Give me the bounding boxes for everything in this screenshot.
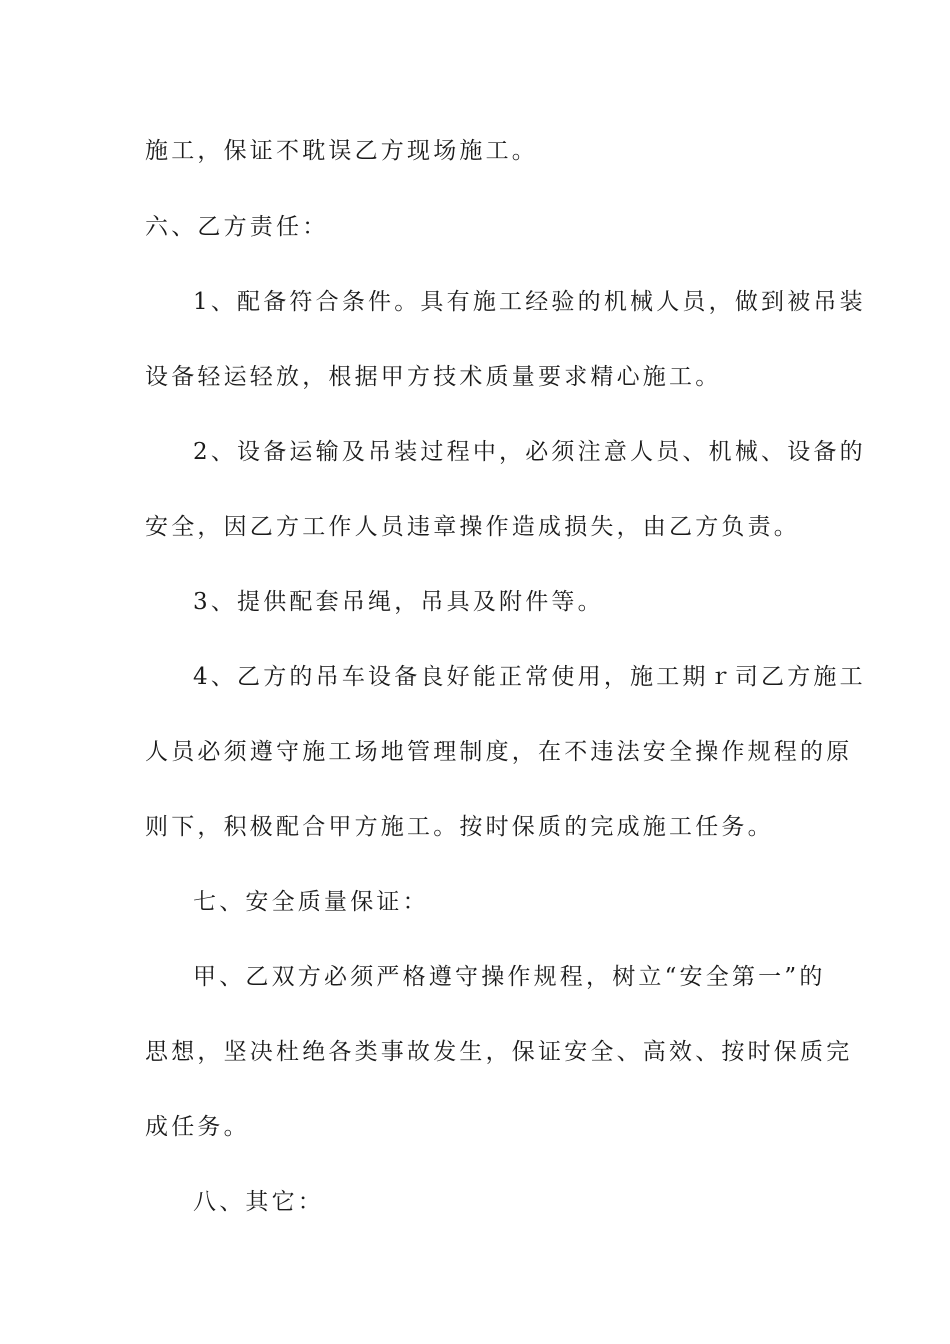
- clause-2-line-2: 安全，因乙方工作人员违章操作造成损失，由乙方负责。: [145, 514, 800, 540]
- safety-paragraph-line-2: 思想，坚决杜绝各类事故发生，保证安全、高效、按时保质完: [145, 1039, 853, 1065]
- paragraph-continuation-line: 施工，保证不耽误乙方现场施工。: [145, 138, 538, 164]
- clause-4-line-2: 人员必须遵守施工场地管理制度，在不违法安全操作规程的原: [145, 739, 853, 765]
- clause-1-line-2: 设备轻运轻放，根据甲方技术质量要求精心施工。: [145, 364, 722, 390]
- clause-1-line-1: 1、配备符合条件。具有施工经验的机械人员，做到被吊装: [193, 289, 866, 315]
- section-heading-party-b-responsibilities: 六、乙方责任：: [145, 214, 329, 240]
- clause-4-line-1: 4、乙方的吊车设备良好能正常使用，施工期ｒ司乙方施工: [193, 664, 866, 690]
- clause-4-line-3: 则下，积极配合甲方施工。按时保质的完成施工任务。: [145, 814, 774, 840]
- safety-paragraph-line-1: 甲、乙双方必须严格遵守操作规程，树立“安全第一”的: [193, 964, 826, 990]
- safety-paragraph-line-3: 成任务。: [145, 1114, 250, 1140]
- section-heading-other: 八、其它：: [193, 1189, 324, 1215]
- section-heading-safety-quality: 七、安全质量保证：: [193, 889, 429, 915]
- clause-3-line-1: 3、提供配套吊绳，吊具及附件等。: [193, 589, 604, 615]
- clause-2-line-1: 2、设备运输及吊装过程中，必须注意人员、机械、设备的: [193, 439, 866, 465]
